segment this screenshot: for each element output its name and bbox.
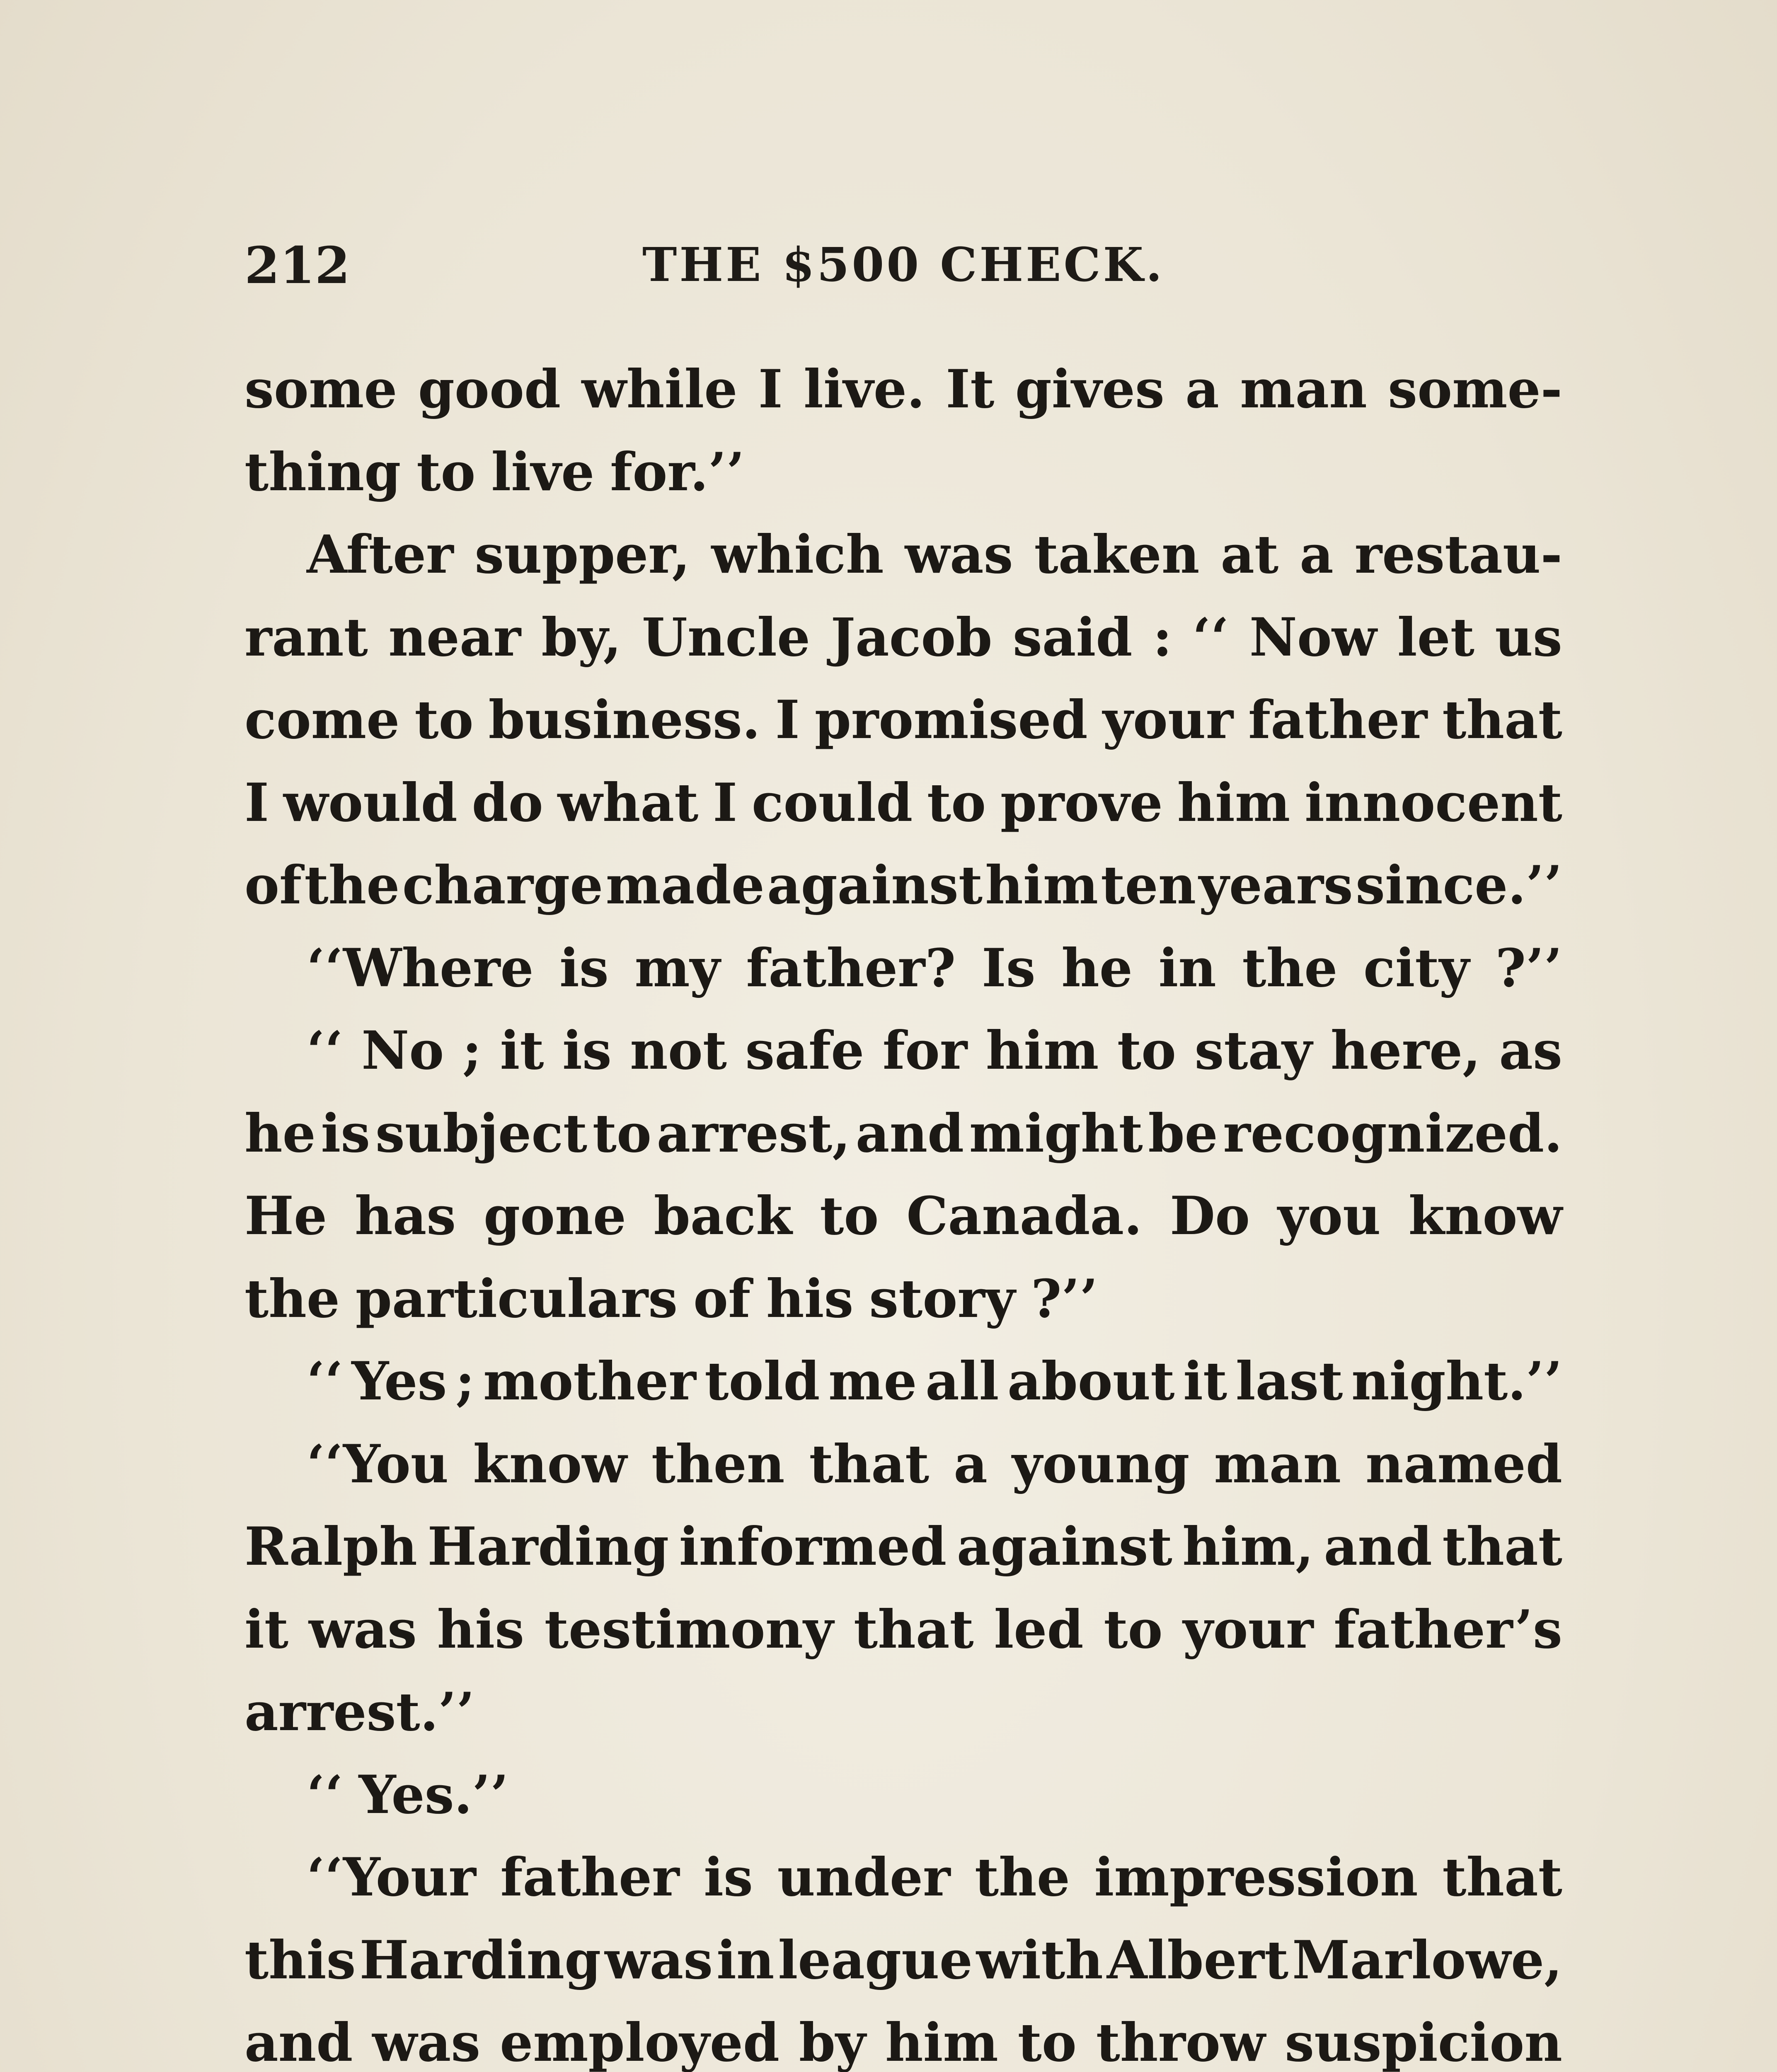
text-line: He has gone back to Canada. Do you know [245, 1185, 1562, 1247]
page-header [245, 232, 1562, 298]
text-line: Ralph Harding informed against him, and that [245, 1516, 1562, 1577]
text-line: ‘‘ No ; it is not safe for him to stay here, as [307, 1020, 1562, 1081]
running-title: THE $500 CHECK. [642, 238, 1165, 292]
text-line: and was employed by him to throw suspicion [245, 2012, 1562, 2072]
text-line: he is subject to arrest, and might be recognized. [245, 1102, 1562, 1164]
text-line: of the charge made against him ten years since.’’ [245, 854, 1562, 916]
text-line: the particulars of his story ?’’ [245, 1268, 1098, 1329]
text-line: some good while I live. It gives a man some- [245, 358, 1562, 420]
text-line: I would do what I could to prove him innocent [245, 772, 1562, 833]
text-line: rant near by, Uncle Jacob said : ‘‘ Now let us [245, 606, 1562, 668]
text-line: ‘‘ Yes.’’ [307, 1764, 509, 1825]
text-line: this Harding was in league with Albert Marlowe, [245, 1929, 1562, 1991]
text-line: it was his testimony that led to your father’s [245, 1598, 1562, 1660]
text-line: After supper, which was taken at a restau- [307, 524, 1562, 585]
text-line: ‘‘ Yes ; mother told me all about it last night.’’ [307, 1351, 1562, 1412]
body-text [245, 348, 1562, 2072]
text-line: ‘‘Your father is under the impression that [307, 1847, 1562, 1908]
text-line: thing to live for.’’ [245, 441, 745, 503]
text-line: ‘‘You know then that a young man named [307, 1433, 1562, 1495]
text-line: arrest.’’ [245, 1681, 475, 1743]
text-line: ‘‘Where is my father? Is he in the city ?’’ [307, 937, 1562, 999]
text-line: come to business. I promised your father that [245, 689, 1562, 750]
page-number: 212 [245, 235, 350, 295]
